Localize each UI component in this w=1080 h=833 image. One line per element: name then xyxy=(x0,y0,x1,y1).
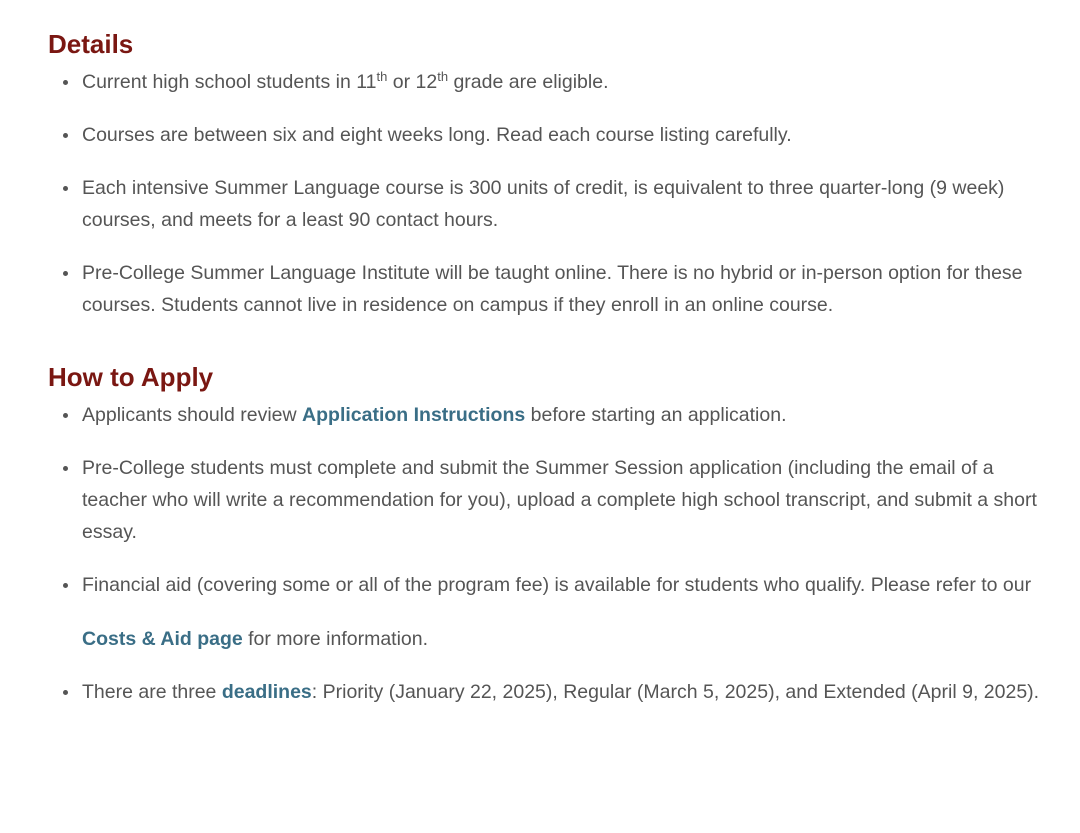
list-item xyxy=(48,569,1048,655)
list-item xyxy=(48,452,1048,548)
eligibility-text-end: grade are eligible. xyxy=(448,71,609,93)
costs-aid-text-end: for more information. xyxy=(242,628,429,650)
list-item xyxy=(48,676,1048,708)
content-area xyxy=(48,26,1048,729)
costs-aid-link[interactable]: Costs & Aid page xyxy=(82,628,243,650)
list-item xyxy=(48,399,1048,431)
ordinal-suffix: th xyxy=(437,69,449,84)
list-item xyxy=(48,119,1048,151)
ordinal-suffix: th xyxy=(376,69,388,84)
financial-aid-text: Financial aid (covering some or all of the program fee) is available for students who qualify. Please refer to our xyxy=(82,574,1032,596)
list-item xyxy=(48,257,1048,321)
review-text-end: before starting an application. xyxy=(525,404,787,426)
application-instructions-link[interactable]: Application Instructions xyxy=(302,404,526,426)
deadlines-text-start: There are three xyxy=(82,681,222,703)
deadlines-text-end: : Priority (January 22, 2025), Regular (March 5, 2025), and Extended (April 9, 2025). xyxy=(311,681,1040,703)
eligibility-text-middle: or 12 xyxy=(387,71,438,93)
list-item xyxy=(48,66,1048,98)
apply-list xyxy=(48,399,1048,708)
how-to-apply-heading: How to Apply xyxy=(48,362,214,392)
deadlines-link[interactable]: deadlines xyxy=(221,681,312,703)
application-requirements-text: Pre-College students must complete and submit the Summer Session application (including the email of a teacher who will write a recommendation for you), upload a complete high school transcript, and submit a short essay. xyxy=(82,457,1037,543)
credit-text: Each intensive Summer Language course is 300 units of credit, is equivalent to three quarter-long (9 week) courses, and meets for a least 90 contact hours. xyxy=(82,177,1005,231)
costs-aid-line xyxy=(82,623,1048,655)
online-text: Pre-College Summer Language Institute will be taught online. There is no hybrid or in-person option for these courses. Students cannot live in residence on campus if they enroll in an online course. xyxy=(82,262,1023,316)
review-text-start: Applicants should review xyxy=(82,404,303,426)
course-length-text: Courses are between six and eight weeks long. Read each course listing carefully. xyxy=(82,124,792,146)
list-item xyxy=(48,172,1048,236)
details-heading: Details xyxy=(48,29,134,59)
details-list xyxy=(48,66,1048,321)
eligibility-text-start: Current high school students in 11 xyxy=(82,71,377,93)
